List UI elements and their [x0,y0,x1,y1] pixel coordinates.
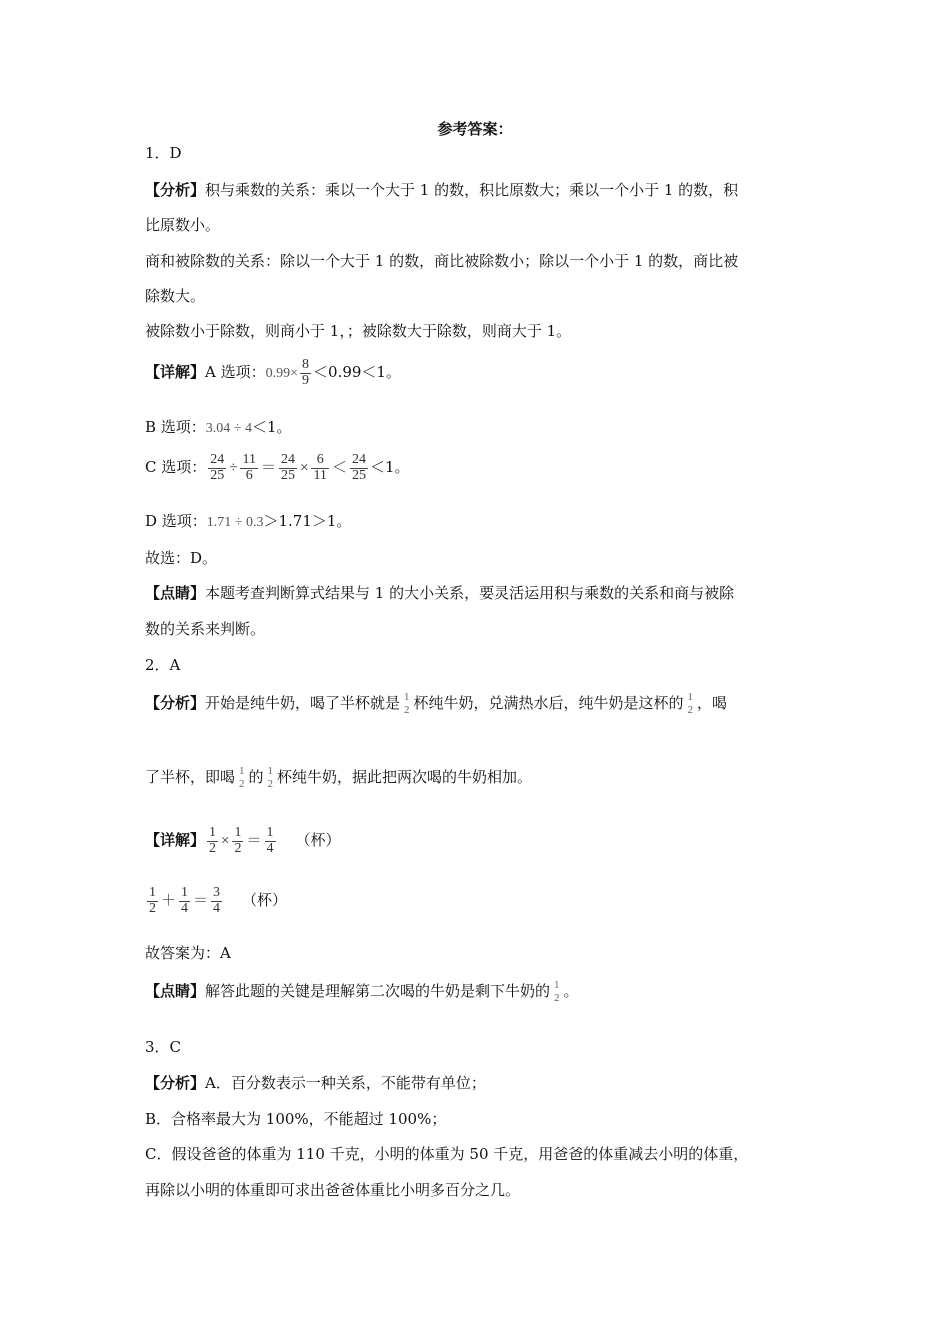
half-denominator: 2 [239,777,245,790]
q2-detail-tag: 【详解】 [145,831,206,850]
q1-detail-d [145,510,351,534]
half-denominator: 2 [267,777,274,790]
q1-analysis-line-4: 除数大。 [145,287,206,305]
q2-tip-text-b: 。 [563,982,579,1001]
q2-d2-half [147,886,158,916]
c-fraction-2 [240,453,257,483]
q1-tip-line-2: 数的关系来判断。 [145,620,266,638]
half-denominator: 2 [234,840,242,856]
q2-half-fraction-4 [266,766,276,790]
half-numerator: 1 [554,979,560,991]
q2-d1-quarter [265,826,276,856]
q2-tip-text-a: 解答此题的关键是理解第二次喝的牛奶是剩下牛奶的 [205,982,551,1001]
q3-analysis-line-4: 再除以小明的体重即可求出爸爸体重比小明多百分之几。 [145,1181,521,1199]
q3-analysis-line-3: C．假设爸爸的体重为 110 千克，小明的体重为 50 千克，用爸爸的体重减去小明的体重， [145,1145,749,1163]
q2-d2-quarter [179,886,190,916]
q2-unit-2: （杯） [242,891,288,910]
c-f5-numerator: 24 [351,452,366,467]
half-numerator: 1 [239,765,245,777]
q2-analysis-tag: 【分析】 [145,694,206,713]
c-f3-numerator: 24 [280,452,295,467]
q2-analysis-text-d: 了半杯，即喝 [145,768,236,787]
q3-analysis-line-2: B．合格率最大为 100%，不能超过 100%； [145,1110,447,1128]
a-option-label: A 选项： [205,363,266,382]
half-denominator: 2 [554,991,560,1004]
half-numerator: 1 [234,825,242,840]
q3-analysis-tag: 【分析】 [145,1074,206,1092]
quarter-denominator: 4 [266,840,274,856]
q2-multiply-sign: × [221,833,230,850]
b-tail: ＜1。 [251,418,292,436]
c-equals-sign: ＝ [260,460,276,477]
q2-analysis-line-2 [145,766,532,790]
d-option-label: D 选项： [145,512,207,530]
c-fraction-4 [311,453,328,483]
q3-analysis-text-1: A．百分数表示一种关系，不能带有单位； [205,1074,486,1092]
quarter-denominator: 4 [181,900,189,916]
q3-number: 3．C [145,1038,182,1056]
a-fraction [300,358,311,388]
c-divide-sign: ÷ [229,460,238,477]
q1-tip-line-1 [145,582,734,604]
c-less-than-sign: ＜ [331,460,347,477]
q1-number: 1．D [145,144,182,162]
c-f4-numerator: 6 [311,453,328,469]
q1-conclusion: 故选：D。 [145,549,218,567]
c-f1-denominator: 25 [210,467,225,483]
q2-d2-three-quarters [211,886,222,916]
q2-analysis-line-1 [145,692,727,716]
b-expression: 3.04 ÷ 4 [205,421,252,436]
half-denominator: 2 [209,840,217,856]
c-f2-numerator: 11 [242,452,256,467]
half-numerator: 1 [404,691,410,703]
q1-detail-a [145,358,401,388]
q1-detail-b [145,416,292,440]
half-numerator: 1 [267,765,274,777]
quarter-numerator: 1 [181,885,189,900]
c-multiply-sign: × [299,460,309,477]
a-fraction-denominator: 9 [302,372,310,388]
q2-plus-sign: ＋ [161,893,177,910]
c-f1-numerator: 24 [210,452,225,467]
q2-detail-line-1 [145,826,341,856]
q2-tip-line [145,980,579,1004]
c-f3-denominator: 25 [280,467,295,483]
q2-analysis-text-c: ，喝 [697,694,728,713]
c-f2-denominator: 6 [245,467,253,483]
half-denominator: 2 [404,703,410,716]
q2-half-fraction-1 [402,692,412,716]
half-numerator: 1 [209,825,217,840]
q2-unit-1: （杯） [295,831,341,850]
q1-detail-c [145,453,410,483]
c-f4-denominator: 11 [313,467,327,483]
three-quarters-numerator: 3 [213,885,221,900]
q2-detail-line-2 [145,886,287,916]
q1-analysis-line-1 [145,179,738,201]
q2-d1-half-2 [232,826,243,856]
half-denominator: 2 [149,900,156,916]
q2-tip-tag: 【点睛】 [145,982,206,1001]
c-tail: ＜1。 [369,458,410,477]
q3-analysis-line-1 [145,1072,486,1094]
q2-tip-half [552,980,562,1004]
q2-half-fraction-2 [686,692,696,716]
half-numerator: 1 [687,691,694,703]
c-fraction-3 [279,453,297,483]
b-option-label: B 选项： [145,418,206,436]
q1-detail-tag: 【详解】 [145,363,206,382]
c-f5-denominator: 25 [351,467,366,483]
c-fraction-5 [350,453,368,483]
q1-analysis-line-3: 商和被除数的关系：除以一个大于 1 的数，商比被除数小；除以一个小于 1 的数，商比被 [145,252,739,270]
q2-number: 2．A [145,656,181,674]
a-tail: ＜0.99＜1。 [313,363,401,382]
c-fraction-1 [208,453,226,483]
half-numerator: 1 [149,885,156,900]
c-option-label: C 选项： [145,458,207,477]
q1-analysis-line-5: 被除数小于除数，则商小于 1，；被除数大于除数，则商大于 1。 [145,322,572,340]
q1-analysis-tag: 【分析】 [145,181,206,199]
q2-analysis-text-e: 的 [248,768,264,787]
q2-analysis-text-a: 开始是纯牛奶，喝了半杯就是 [205,694,401,713]
q1-analysis-line-2: 比原数小。 [145,216,221,234]
q2-analysis-text-b: 杯纯牛奶，兑满热水后，纯牛奶是这杯的 [413,694,684,713]
q2-equals-sign-2: ＝ [193,893,209,910]
d-tail: ＞1.71＞1。 [263,512,352,530]
quarter-numerator: 1 [266,825,274,840]
q1-analysis-text-1: 积与乘数的关系：乘以一个大于 1 的数，积比原数大；乘以一个小于 1 的数，积 [205,181,739,199]
page-title: 参考答案： [437,120,513,138]
d-expression: 1.71 ÷ 0.3 [206,515,264,530]
a-fraction-numerator: 8 [302,357,310,372]
q1-tip-text-1: 本题考查判断算式结果与 1 的大小关系，要灵活运用积与乘数的关系和商与被除 [205,584,735,602]
q2-d1-half-1 [207,826,218,856]
q2-half-fraction-3 [237,766,247,790]
a-expression: 0.99× [265,366,299,382]
q2-conclusion: 故答案为：A [145,944,231,962]
half-denominator: 2 [687,703,694,716]
q2-equals-sign-1: ＝ [246,833,262,850]
q2-analysis-text-f: 杯纯牛奶，据此把两次喝的牛奶相加。 [277,768,533,787]
q1-tip-tag: 【点睛】 [145,584,206,602]
three-quarters-denominator: 4 [213,900,221,916]
